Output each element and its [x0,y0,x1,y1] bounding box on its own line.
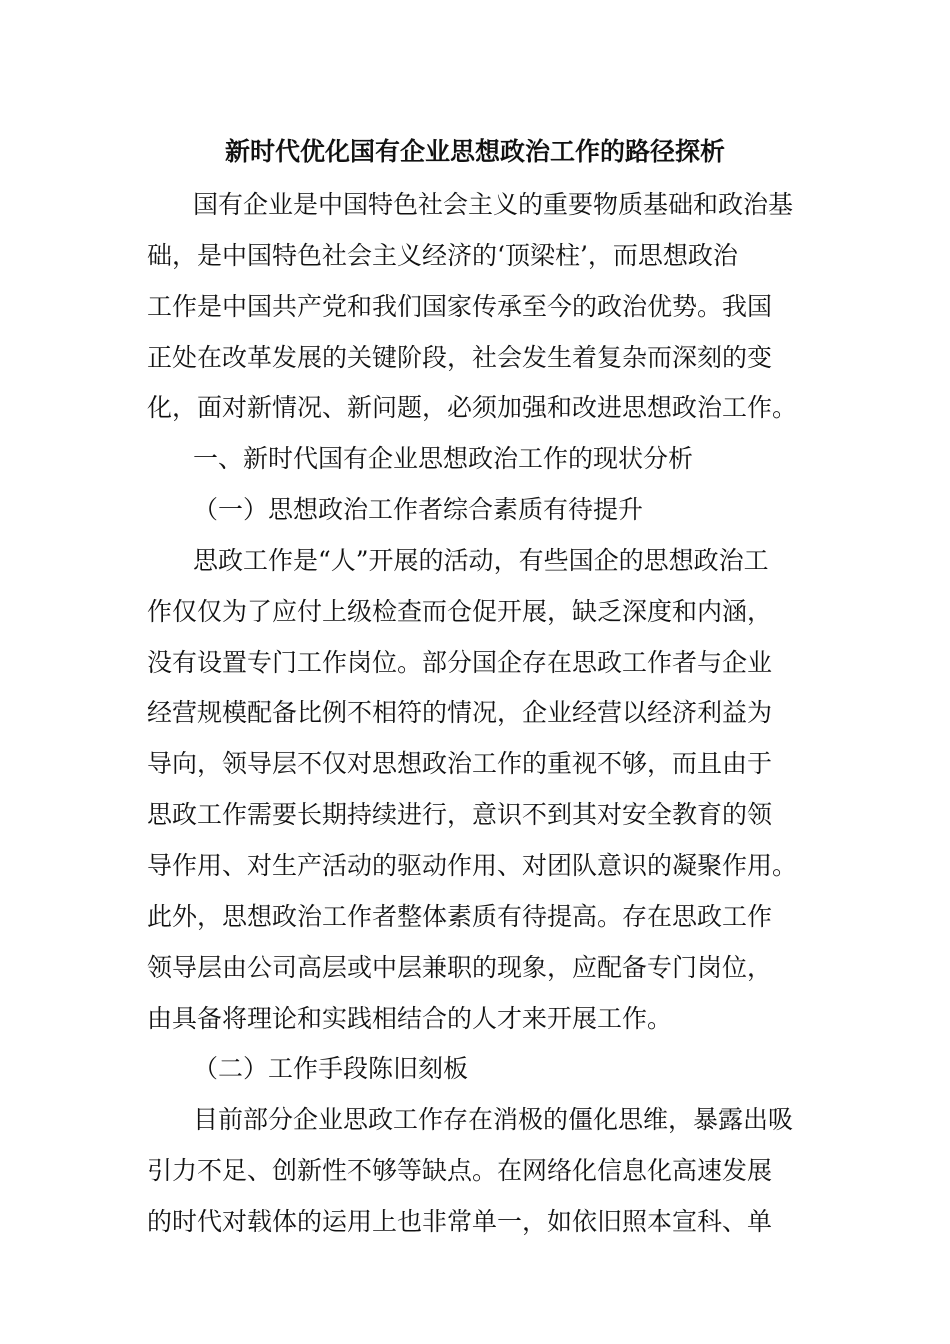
paragraph-line: 经营规模配备比例不相符的情况，企业经营以经济利益为 [147,698,773,728]
paragraph-line: 础，是中国特色社会主义经济的‘顶梁柱’，而思想政治 [147,240,738,270]
paragraph-line: 导作用、对生产活动的驱动作用、对团队意识的凝聚作用。 [147,850,798,880]
paragraph-line: 导向，领导层不仅对思想政治工作的重视不够，而且由于 [147,749,773,779]
paragraph-line: 由具备将理论和实践相结合的人才来开展工作。 [147,1003,673,1033]
paragraph-line: 国有企业是中国特色社会主义的重要物质基础和政治基 [193,190,794,219]
paragraph-line: 思政工作是“人”开展的活动，有些国企的思想政治工 [193,545,769,575]
paragraph-line: 正处在改革发展的关键阶段，社会发生着复杂而深刻的变 [147,342,773,372]
paragraph-line: 领导层由公司高层或中层兼职的现象，应配备专门岗位， [147,952,773,982]
paragraph-line: 思政工作需要长期持续进行，意识不到其对安全教育的领 [147,800,773,830]
paragraph-line: 工作是中国共产党和我们国家传承至今的政治优势。我国 [147,291,773,321]
document-title: 新时代优化国有企业思想政治工作的路径探析 [224,137,725,166]
paragraph-line: 没有设置专门工作岗位。部分国企存在思政工作者与企业 [147,647,773,677]
paragraph-line: 作仅仅为了应付上级检查而仓促开展，缺乏深度和内涵， [147,596,773,626]
subsection-heading: （二）工作手段陈旧刻板 [193,1054,469,1084]
paragraph-line: 目前部分企业思政工作存在消极的僵化思维，暴露出吸 [193,1105,794,1135]
document-body [147,180,807,1248]
paragraph-line: 的时代对载体的运用上也非常单一，如依旧照本宣科、单 [147,1206,773,1236]
paragraph-line: 化，面对新情况、新问题，必须加强和改进思想政治工作。 [147,393,798,423]
subsection-heading: （一）思想政治工作者综合素质有待提升 [193,495,644,525]
section-heading: 一、新时代国有企业思想政治工作的现状分析 [193,444,694,474]
paragraph-line: 引力不足、创新性不够等缺点。在网络化信息化高速发展 [147,1156,773,1186]
paragraph-line: 此外，思想政治工作者整体素质有待提高。存在思政工作 [147,901,773,931]
